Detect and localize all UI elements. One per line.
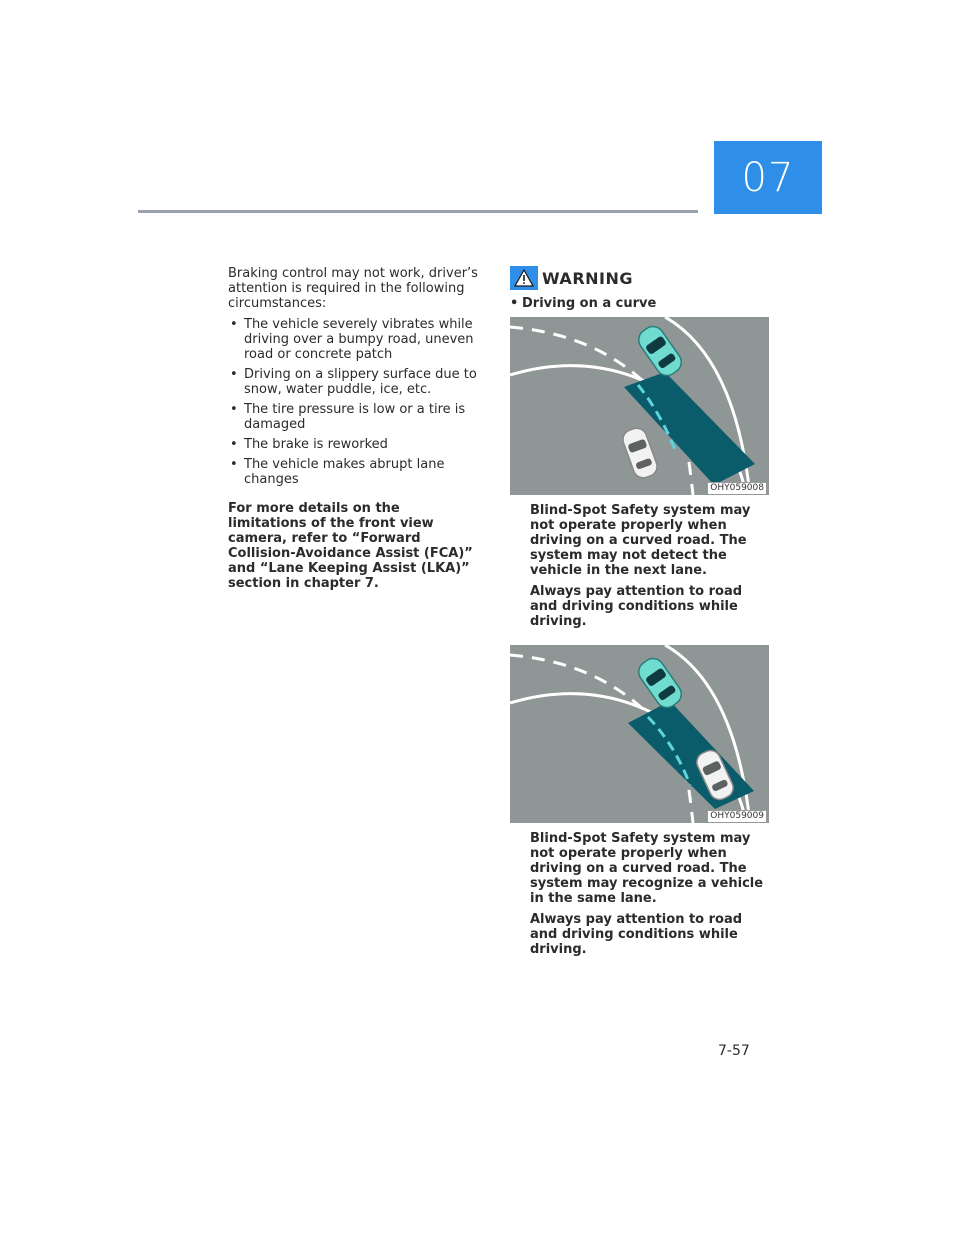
caption-advice: Always pay attention to road and driving conditions while driving. — [530, 584, 743, 629]
reference-note: For more details on the limitations of the front view camera, refer to “Forward Collision-Avoidance Assist (FCA)” and “Lane Keeping Assist (LKA)” section in chapter 7. — [228, 501, 473, 591]
figure-caption-2 — [530, 831, 770, 957]
figure-code: OHY059009 — [707, 810, 767, 823]
warning-title: WARNING — [542, 268, 633, 288]
circumstance-list — [228, 317, 478, 487]
list-item: • The vehicle makes abrupt lane changes — [228, 457, 478, 487]
page-number: 7-57 — [718, 1043, 750, 1059]
left-column — [228, 266, 478, 597]
header-rule — [138, 210, 698, 213]
curve-illustration-2 — [510, 645, 769, 823]
warning-item: • Driving on a curve — [510, 296, 770, 311]
curve-figure-1 — [510, 317, 769, 495]
intro-text: Braking control may not work, driver’s attention is required in the following circumstances: — [228, 266, 478, 311]
warning-triangle-icon — [510, 266, 538, 290]
figure-code: OHY059008 — [707, 482, 767, 495]
warning-header — [510, 266, 770, 290]
chapter-tab: 07 — [714, 141, 822, 214]
caption-advice: Always pay attention to road and driving conditions while driving. — [530, 912, 743, 957]
figure-caption-1 — [530, 503, 770, 629]
curve-figure-2 — [510, 645, 769, 823]
list-item: • The brake is reworked — [228, 437, 478, 452]
curve-illustration-1 — [510, 317, 769, 495]
caption-text: Blind-Spot Safety system may not operate properly when driving on a curved road. The system may not detect the vehicle in the next lane. — [530, 503, 751, 578]
warning-section — [510, 266, 770, 963]
list-item: • The vehicle severely vibrates while driving over a bumpy road, uneven road or concrete patch — [228, 317, 478, 362]
list-item: • Driving on a slippery surface due to snow, water puddle, ice, etc. — [228, 367, 478, 397]
list-item: • The tire pressure is low or a tire is damaged — [228, 402, 478, 432]
caption-text: Blind-Spot Safety system may not operate properly when driving on a curved road. The system may recognize a vehicle in the same lane. — [530, 831, 764, 906]
